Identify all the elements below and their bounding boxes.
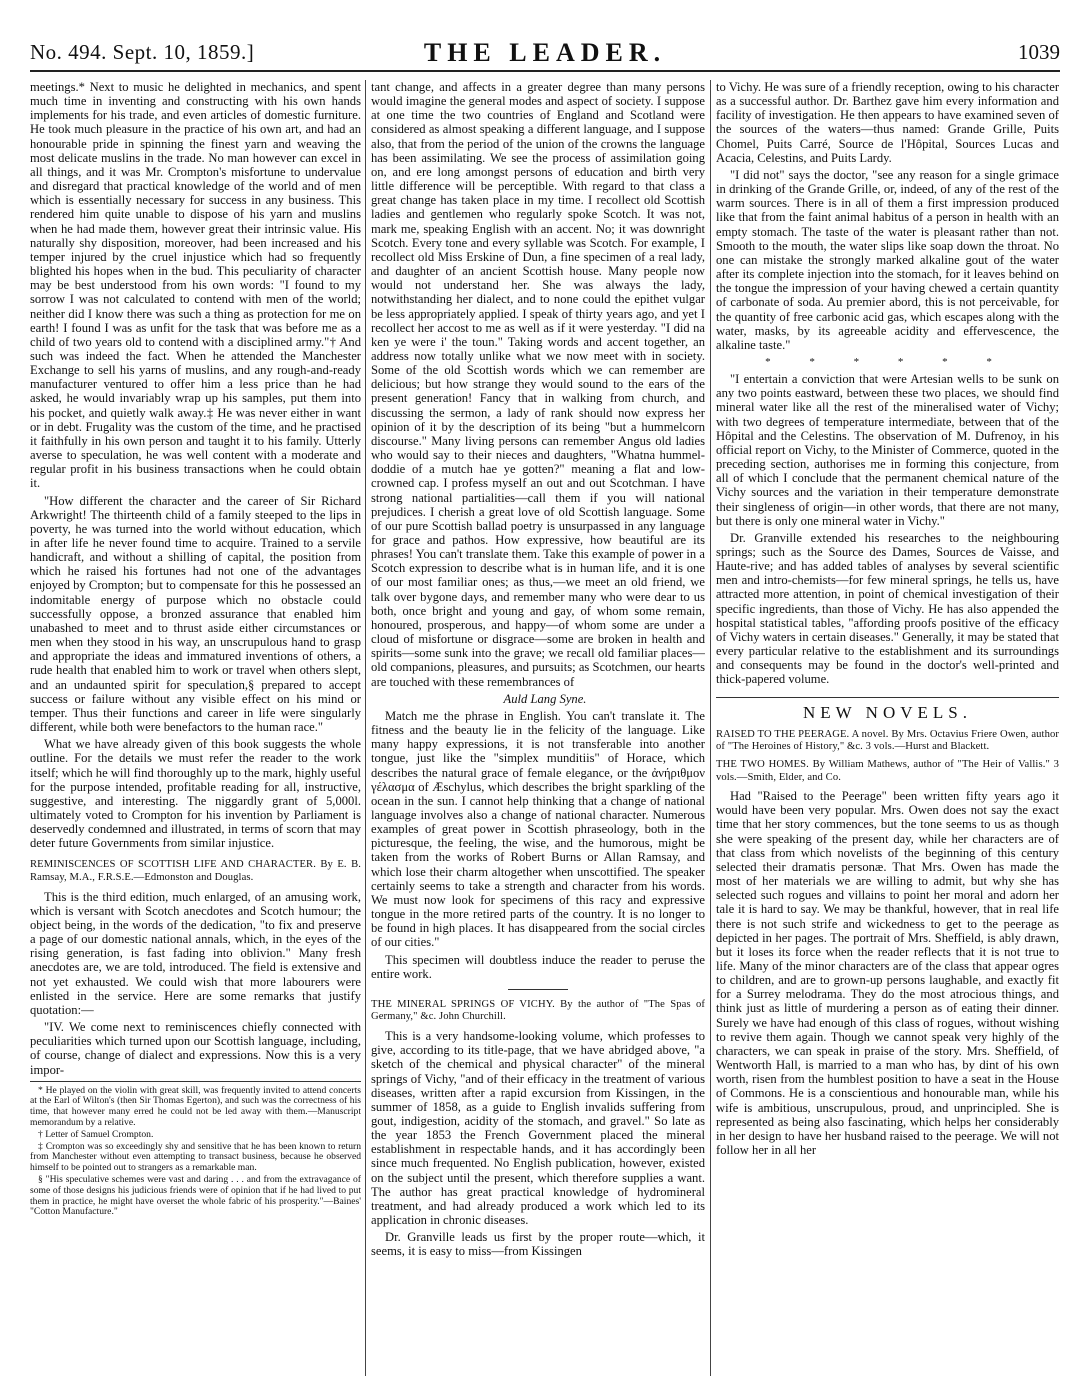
footnote: † Letter of Samuel Crompton. <box>38 1128 154 1140</box>
column-rule <box>365 80 366 1376</box>
review-heading: THE TWO HOMES. By William Mathews, author of "The Heir of Vallis." 3 vols.—Smith, Elder, and Co. <box>716 758 1059 783</box>
masthead <box>30 38 1060 72</box>
footnotes <box>30 1081 361 1219</box>
divider <box>508 989 568 990</box>
paragraph: This is the third edition, much enlarged, of an amusing work, which is versant with Scotch anecdotes and Scotch humour; the object being, in the words of the dedication, "to fix and preserve a page of our domestic national annals, which, in the eyes of the rising generation, is fast fading into oblivion." Many fresh anecdotes are, we are told, introduced. The field is extensive and not yet exhausted. We could wish that more labourers were enlisted in the service. Here are some remarks that justify quotation:— <box>30 889 361 1017</box>
paragraph: "I did not" says the doctor, "see any reason for a single grimace in drinking of the Grande Grille, or, indeed, of any of the rest of the warm sources. There is in all of them a first impression produced like that from the faint animal habitus of a person in health with an empty stomach. The taste of the water is pleasant rather than not. Smooth to the mouth, the water slips like soap down the throat. No one can mistake the strongly marked alkaline gout of the water after its complete injection into the stomach, for it leaves behind on the tongue the impression of your having chewed a certain quantity of carbonate of soda. Au premier abord, this is not perceivable, for the quantity of free carbonic acid gas, which escapes along with the water, masks, by its agreeable acidity and effervescence, the alkaline taste." <box>716 167 1059 352</box>
newspaper-title: THE LEADER. <box>423 38 667 67</box>
column-2 <box>371 80 705 1376</box>
paragraph: What we have already given of this book suggests the whole outline. For the details we must refer the reader to the work itself; which he will find thoroughly up to the mark, highly useful for the purpose intended, profitable reading for all, instructive, suggestive, and interesting. The niggardly grant of 5,000l. ultimately voted to Crompton for his invention by Parliament is deservedly condemned and illustrated, in terms of scorn that may deter future Governments from similar injustice. <box>30 737 361 851</box>
paragraph: meetings.* Next to music he delighted in mechanics, and spent much time in inventing and constructing with his own hands implements for his trade, and even articles of domestic furniture. He took much pleasure in the practice of his own art, and had an honourable pride in spinning the finest yarn and weaving the most delicate muslins in the trade. No man however can excel in all things, and it was Mr. Crompton's misfortune to undervalue and disregard that practical knowledge of the world and of men which is essentially necessary for success in any business. This rendered him quite unable to dispose of his yarn and muslins when he had made them, however great their intrinsic value. His naturally shy disposition, moreover, had been increased and his temper injured by the cruel injustice which had so frequently blighted his hopes when in the bud. This peculiarity of character may be best understood from his own words: "I found to my sorrow I was not calculated to contend with men of the world; neither did I know there was such a thing as protection for me on earth! I found I was as unfit for the task that was before me as a child of two years old to contend with a disciplined army."† And such was indeed the fact. When he attended the Manchester Exchange to sell his yarns of muslins, and any rough-and-ready manufacturer ventured to offer him a less price than he had asked, he would invariably wrap up his samples, put them into his pocket, and quietly walk away.‡ He was never either in want or in debt. Frugality was the custom of the time, and he practised it faithfully in his own person and taught it to his family. Utterly averse to speculation, he was well content with a moderate and regular profit in his business transactions when he could obtain it. <box>30 80 361 491</box>
review-heading: RAISED TO THE PEERAGE. A novel. By Mrs. Octavius Friere Owen, author of "The Heroines of History," &c. 3 vols.—Hurst and Blackett. <box>716 728 1059 753</box>
footnote: § "His speculative schemes were vast and daring . . . and from the extravagance of some of those designs his judicious friends were of opinion that if he had lived to put them in practice, he might have overset the whole fabric of his prosperity."—Baines' "Cotton Manufacture." <box>30 1174 361 1218</box>
review-heading: REMINISCENCES OF SCOTTISH LIFE AND CHARACTER. By E. B. Ramsay, M.A., F.R.S.E.—Edmonston and Douglas. <box>30 859 361 884</box>
paragraph: "IV. We come next to reminiscences chiefly connected with peculiarities which turned upon our Scottish language, including, of course, change of dialect and expressions. Now this is a very impor- <box>30 1020 361 1077</box>
paragraph: "How different the character and the career of Sir Richard Arkwright! The thirteenth child of a family steeped to the lips in poverty, he was turned into the world without education, which in after life he never found time to acquire. Trained to a servile handicraft, and without a shilling of capital, the position from which he raised his fortunes had not one of the advantages enjoyed by Crompton; but to compensate for this he possessed an indomitable energy of purpose which no obstacle could successfully oppose, a bronzed assurance that enabled him unabashed to meet and to thrust aside either circumstances or men when they stood in his way, an unscrupulous hand to grasp and appropriate the ideas and immatured inventions of others, a rude health that enabled him to work or travel when others slept, and an undaunted spirit for speculation,§ prepared to accept success or failure without any visible effect on his mind or temper. Thus their functions and career in life were singularly different, while both were benefactors to the human race." <box>30 493 361 735</box>
paragraph: "I entertain a conviction that were Artesian wells to be sunk on any two points eastward, between these two places, we should find mineral water like all the rest of the mineralised water of Vichy; with two degrees of temperature intermediate, between that of the Hôpital and the Celestins. The observation of M. Dufrenoy, in his official report on Vichy, to the Minister of Commerce, quoted in the preceding section, authorises me in forming this conjecture, from all of which I conclude that the permanent chemical nature of the Vichy sources and the variation in their temperature demonstrate their singleness of origin—in other words, that there are not many, but there is only one mineral water in Vichy." <box>716 372 1059 528</box>
paragraph: Dr. Granville extended his researches to the neighbouring springs; such as the Source des Dames, Sources de Vaisse, and Haute-rive; and has added tables of analyses by several scientific men and intro-chemists—for few mineral springs, he tells us, have attracted more attention, in point of chemical investigation of their specific ingredients, than those of Vichy. He has also appended the hospital statistical tables, "affording proofs positive of the efficacy of Vichy waters in certain diseases." Generally, it may be stated that every particular relative to the establishment and its surroundings and consequents may be found in the doctor's well-printed and thick-papered volume. <box>716 530 1059 687</box>
footnote: * He played on the violin with great skill, was frequently invited to attend concerts at the Earl of Wilton's (then Sir Thomas Egerton), and such was the correctness of his time, that however many erred he could not be led away with them.—Manuscript memorandum by a relative. <box>30 1084 361 1129</box>
paragraph: to Vichy. He was sure of a friendly reception, owing to his character as a successful author. Dr. Barthez gave him every information and facility of investigation. He then appears to have examined seven of the sources of the waters—thus named: Grande Grille, Puits Chomel, Puits Carré, Source de l'Hôpital, Sources Lucas and Acacia, Celestins, and Puits Lardy. <box>716 80 1059 165</box>
footnote: ‡ Crompton was so exceedingly shy and sensitive that he has been known to return from Manchester without even attempting to transact business, because he observed himself to be pointed out to strangers as a remarkable man. <box>30 1140 361 1174</box>
paragraph: Had "Raised to the Peerage" been written fifty years ago it would have been very popular. Mrs. Owen does not say the exact time that her story commences, but the tone seems to us as though she were speaking of the present day, while her characters are of that class from which novelists of the beginning of this century selected their dramatis personæ. That Mrs. Owen has made the most of her materials we are willing to admit, but why she has selected such rogues and villains to point her moral and adorn her tale it is hard to say. We may be thankful, however, that in real life there is not such strife and wickedness to get to the peerage as depicted in her pages. The portrait of Mrs. Sheffield, is ably drawn, but it loses its force when the reader reflects that it is not true to life. Many of the minor characters are of the class that appear ogres to children, and are to grown-up persons laughable, and exactly fit for a Surrey melodrama. They do the most atrocious things, and think just as little of murdering a person as of eating their dinner. Surely we have had enough of this class of rogues, without wishing to revive them again. Though we cannot speak very highly of the characters, we can speak in praise of the story. Mrs. Sheffield, of Wentworth Hall, is married to a man who has, by dint of his own worth, risen from the humblest position to have a seat in the House of Commons. He is a conscientious and honourable man, while his wife is ambitious, unscrupulous, proud, and unprincipled. She is represented as being also fascinating, which helps her considerably in her design to have her husband raised to the peerage. We will not follow her in all her <box>716 789 1059 1157</box>
review-heading: THE MINERAL SPRINGS OF VICHY. By the author of "The Spas of Germany," &c. John Churchill. <box>371 998 705 1023</box>
paragraph: This is a very handsome-looking volume, which professes to give, according to its title-page, that we have abridged above, "a sketch of the chemical and physical character" of the mineral springs of Vichy, "and of their efficacy in the treatment of various diseases, written after a rapid excursion from Kissingen, in the summer of 1858, as a guide to English invalids suffering from gout, indigestion, acidity of the stomach, and gravel." So late as the year 1853 the French Government placed the mineral establishment in respectable hands, and it has accordingly been since much frequented. No English publication, however, existed on the subject until the present, which therefore supplies a want. The author has great practical knowledge of hydromineral treatment, and had already produced a work which led to its application in chronic diseases. <box>371 1029 705 1228</box>
column-3 <box>716 80 1059 1376</box>
paragraph: This specimen will doubtless induce the reader to peruse the entire work. <box>371 952 705 981</box>
paragraph: Dr. Granville leads us first by the proper route—which, it seems, it is easy to miss—from Kissingen <box>371 1230 705 1259</box>
section-break: * * * * * * <box>765 355 1010 368</box>
paragraph: Match me the phrase in English. You can't translate it. The fitness and the beauty lie in the felicity of the language. Like many happy expressions, it is not transferable into another tongue, just like the "simplex munditiis" of Horace, which describes the natural grace of female elegance, or the ἀνήριθμον γέλασμα of Æschylus, which describes the bright sparkling of the ocean in the sun. I cannot help thinking that a change of national language involves also a change of national character. Numerous examples of great power in Scottish phraseology, both in the picturesque, the feeling, the wise, and the humorous, might be taken from the works of Robert Burns or Allan Ramsay, and which lose their charm altogether when unscottified. The speaker certainly seems to take a strength and character from his words. We must now look for specimens of this racy and expressive tongue in the more retired parts of the country. It is no longer to be found in high places. It has disappeared from the social circles of our cities." <box>371 708 705 950</box>
column-1 <box>30 80 361 1376</box>
quoted-phrase: Auld Lang Syne. <box>503 691 587 706</box>
paragraph: tant change, and affects in a greater degree than many persons would imagine the general modes and aspect of society. I suppose at one time the two countries of England and Scotland were considered as almost speaking a different language, and I suppose also, that from the period of the union of the crowns the language has been assimilating. We see the process of assimilation going on, and ere long amongst persons of education and birth very little difference will be perceptible. With regard to that class a great change has taken place in my time. I recollect old Scottish ladies and gentlemen who regularly spoke Scotch. It was not, mark me, speaking English with an accent. No; it was downright Scotch. Every tone and every syllable was Scotch. For example, I recollect old Miss Erskine of Dun, a fine specimen of a real lady, and daughter of an ancient Scottish house. Many people now would not understand her. She was always the lady, notwithstanding her dialect, and to none could the epithet vulgar be less appropriately applied. I speak of thirty years ago, and yet I recollect her accost to me as well as if it were yesterday. "I did na ken ye were i' the toun." Taking words and accent together, an address now totally unlike what we now meet with in society. Some of the old Scottish words which we can remember are delicious; but how strange they would sound to the ears of the present generation! Fancy that in walking from church, and discussing the sermon, a lady of rank should now express her opinion of it by the description of its being "but a hummelcorn discourse." Many living persons can remember Angus old ladies who would say to their nieces and daughters, "Whatna hummel-doddie of a mutch hae ye gotten?" meaning a flat and low-crowned cap. I profess myself an out and out Scotchman. I have strong national partialities—call them if you will national prejudices. I cherish a great love of old Scottish language. Some of our pure Scottish ballad poetry is unsurpassed in any language for grace and pathos. How expressive, how beautiful are its phrases! You can't translate them. Take this example of power in a Scotch expression to describe what is in human life, and it is one of our most familiar ones; as thus,—we meet an old friend, we talk over bygone days, and remember many who were dear to us both, once bright and young and gay, of whom some remain, honoured, prosperous, and happy—of whom some are under a cloud of misfortune or disgrace—some are broken in health and spirits—some sunk into the grave; we recall old familiar places—old companions, pleasures, and pursuits; as Scotchmen, our hearts are touched with these remembrances of <box>371 80 705 689</box>
page-number: 1039 <box>1018 40 1060 64</box>
column-rule <box>710 80 711 1376</box>
issue-date: No. 494. Sept. 10, 1859.] <box>30 40 255 64</box>
section-title: NEW NOVELS. <box>716 697 1059 720</box>
